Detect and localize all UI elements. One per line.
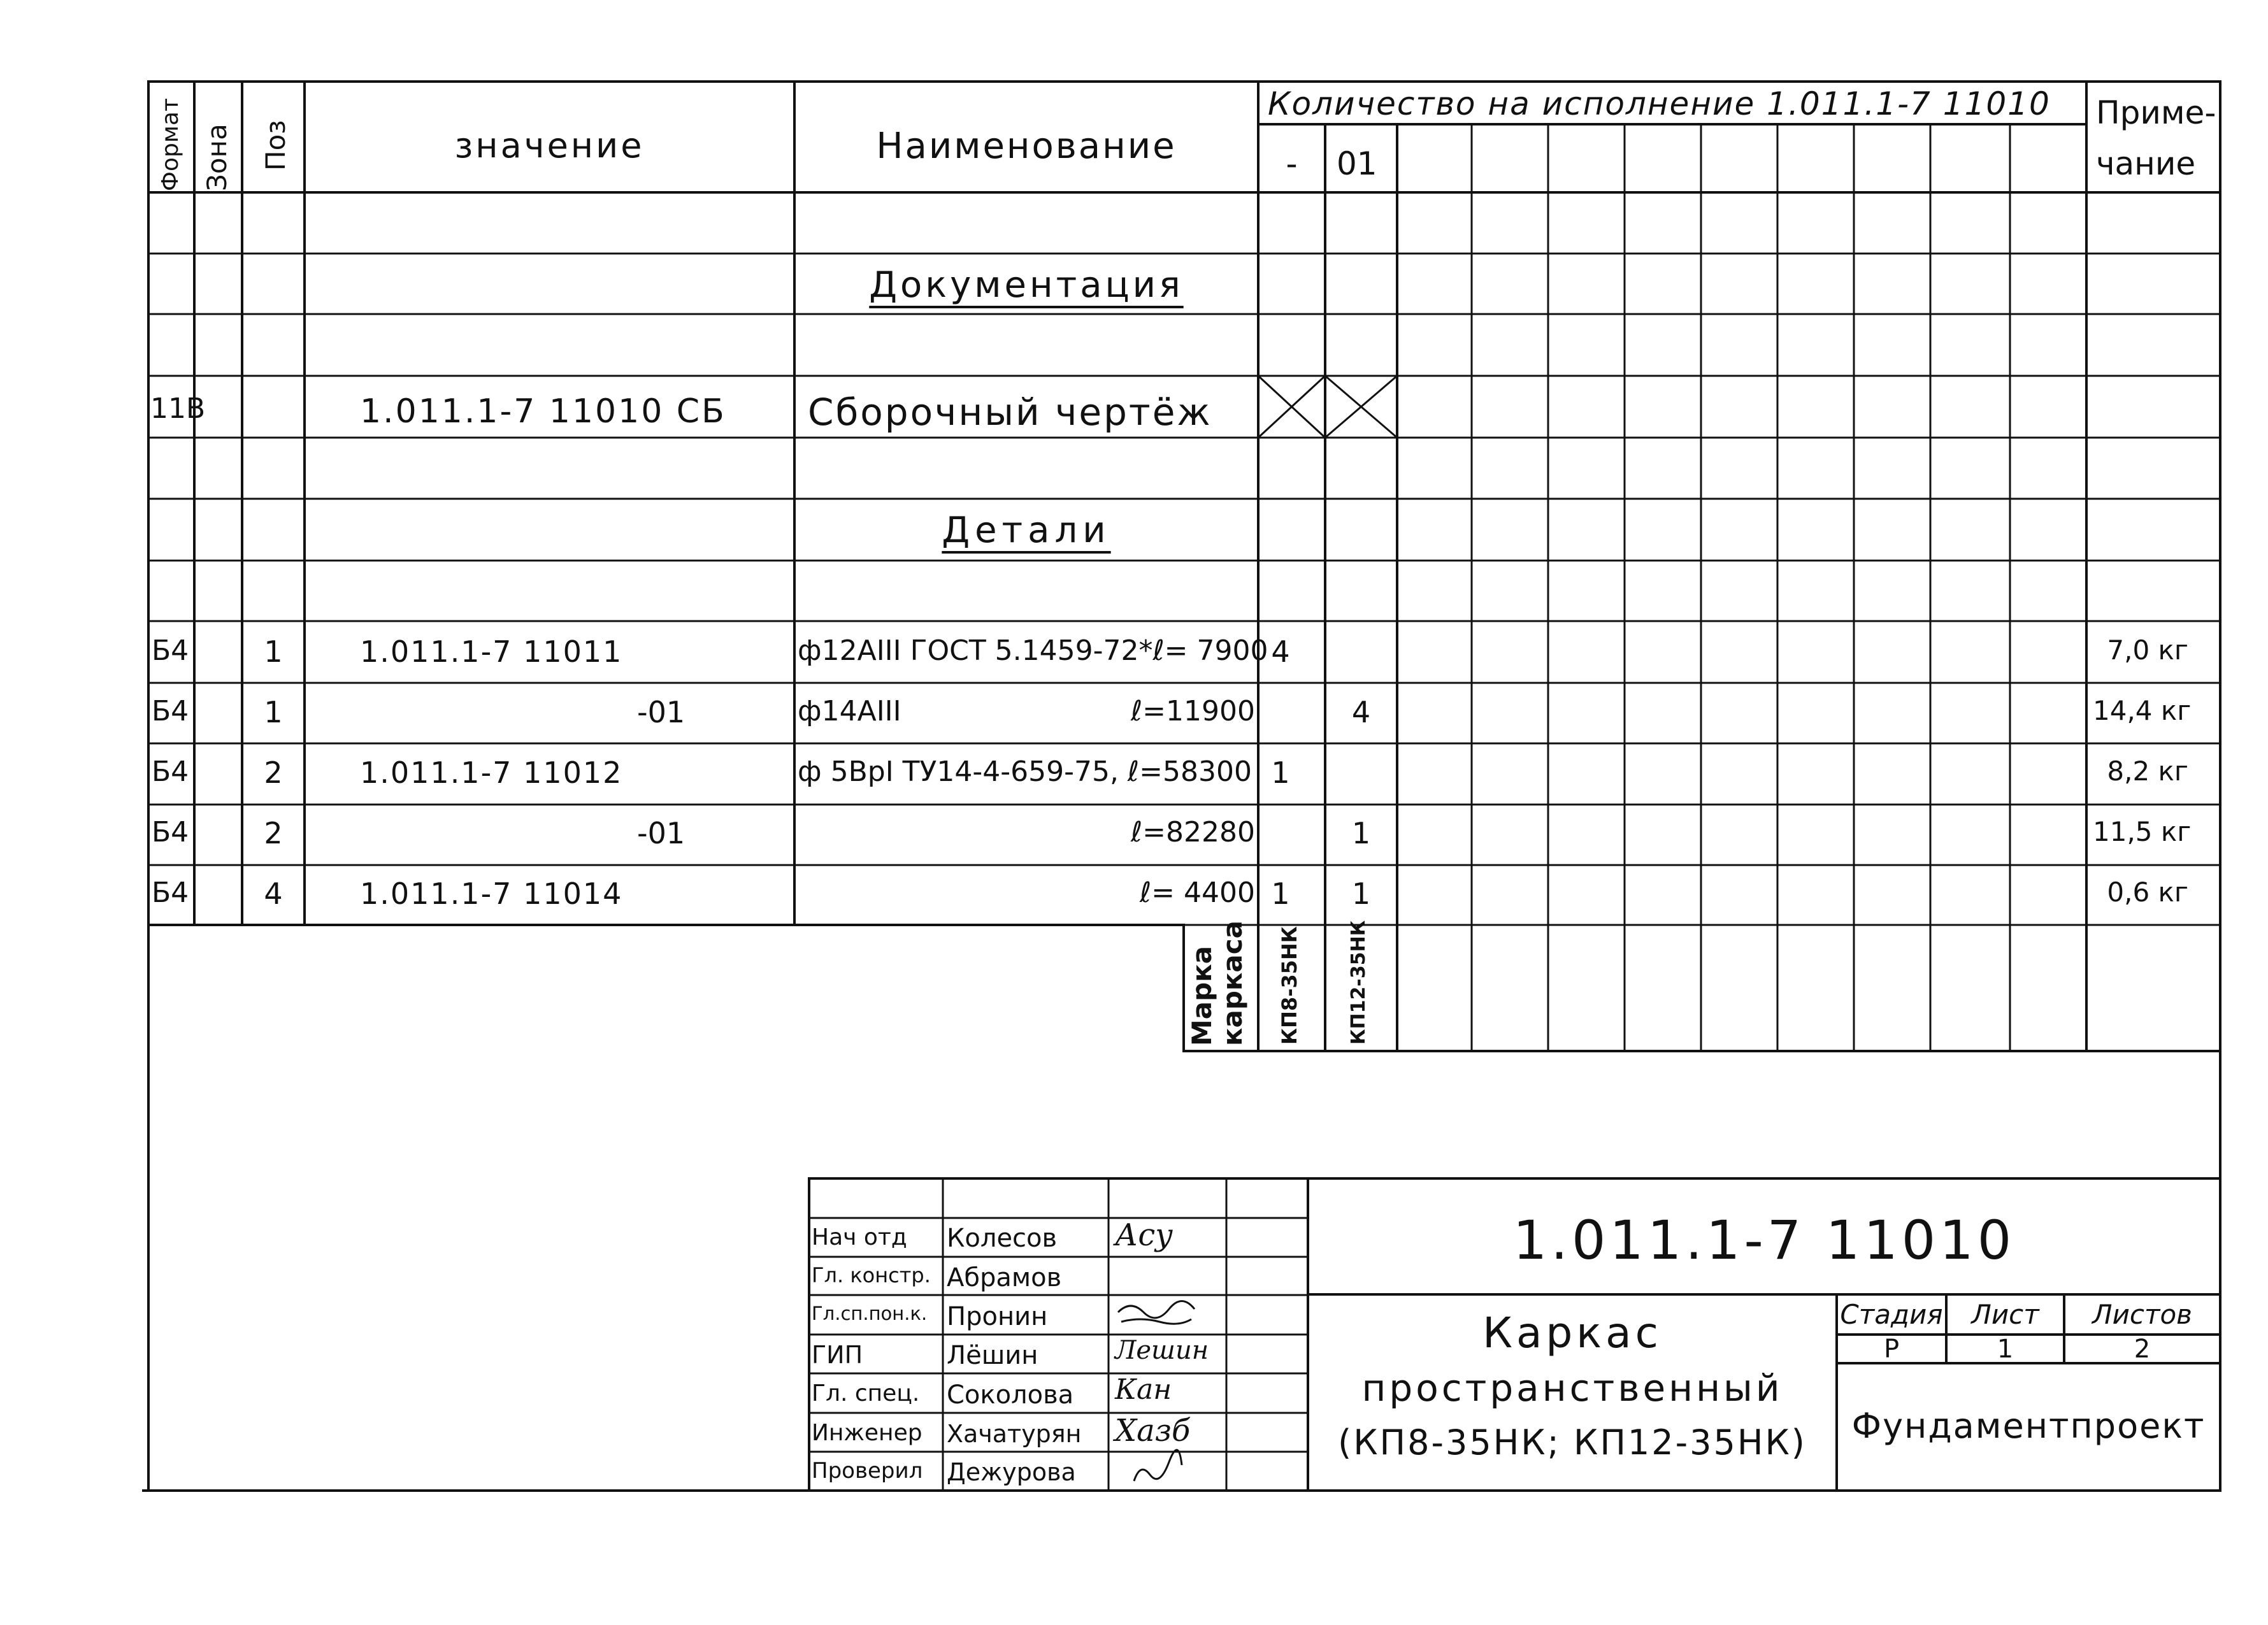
row-format: Б4 bbox=[152, 755, 189, 788]
row-format: Б4 bbox=[152, 816, 189, 848]
row-note: 0,6 кг bbox=[2107, 877, 2188, 908]
row-qty-b: 4 bbox=[1351, 695, 1371, 729]
mark-label-line2: каркаса bbox=[1217, 920, 1248, 1046]
signature: Лешин bbox=[1115, 1336, 1209, 1365]
row-note: 14,4 кг bbox=[2093, 695, 2192, 726]
person-name: Хачатурян bbox=[947, 1420, 1082, 1448]
sheets-value: 2 bbox=[2134, 1335, 2151, 1364]
row-designation: 1.011.1-7 11012 bbox=[360, 755, 623, 790]
row-qty-a: 4 bbox=[1271, 634, 1290, 669]
title-line3: (КП8-35НК; КП12-35НК) bbox=[1338, 1422, 1807, 1463]
sheets-label: Листов bbox=[2092, 1299, 2192, 1330]
row-pos: 2 bbox=[264, 755, 283, 790]
role-label: Проверил bbox=[812, 1458, 923, 1484]
row-qty-a: 1 bbox=[1271, 755, 1290, 790]
row-note: 8,2 кг bbox=[2107, 755, 2188, 787]
stage-value: Р bbox=[1883, 1335, 1900, 1364]
header-variant-a: - bbox=[1286, 145, 1298, 182]
row-designation: 1.011.1-7 11014 bbox=[360, 877, 623, 911]
header-format: Формат bbox=[157, 97, 183, 191]
row-pos: 1 bbox=[264, 695, 283, 729]
role-label: Инженер bbox=[812, 1420, 922, 1446]
header-designation: значение bbox=[454, 125, 645, 166]
row-format: Б4 bbox=[152, 877, 189, 909]
mark-a: КП8-35НК bbox=[1277, 926, 1302, 1045]
row-pos: 4 bbox=[264, 877, 283, 911]
row-name: ф 5ВрI ТУ14-4-659-75, ℓ=58300 bbox=[798, 755, 1252, 788]
row-name: ф14АIII bbox=[798, 695, 901, 727]
mark-b: КП12-35НК bbox=[1347, 920, 1370, 1045]
header-pos: Поз bbox=[260, 120, 291, 171]
row-designation: 1.011.1-7 11011 bbox=[360, 634, 623, 669]
row-variant: -01 bbox=[637, 816, 685, 850]
signature: Хазб bbox=[1115, 1413, 1191, 1449]
row-note: 11,5 кг bbox=[2093, 816, 2192, 847]
header-note-line1: Приме- bbox=[2096, 94, 2216, 131]
mark-label-line1: Марка bbox=[1186, 945, 1217, 1046]
row-length: ℓ= 4400 bbox=[1139, 877, 1255, 909]
document-code: 1.011.1-7 11010 bbox=[1512, 1209, 2016, 1271]
row-qty-b: 1 bbox=[1351, 816, 1371, 850]
role-label: Нач отд bbox=[812, 1224, 907, 1250]
role-label: Гл. спец. bbox=[812, 1380, 920, 1407]
sheet-value: 1 bbox=[1997, 1335, 2014, 1364]
title-line2: пространственный bbox=[1361, 1366, 1783, 1410]
row-name: ф12АIII ГОСТ 5.1459-72*ℓ= 7900 bbox=[798, 634, 1268, 667]
doc-row-format: 11В bbox=[150, 392, 206, 425]
section-details: Детали bbox=[942, 510, 1111, 551]
row-format: Б4 bbox=[152, 634, 189, 667]
doc-row-name: Сборочный чертёж bbox=[808, 390, 1212, 434]
row-length: ℓ=82280 bbox=[1130, 816, 1255, 848]
person-name: Абрамов bbox=[947, 1263, 1062, 1292]
title-line1: Каркас bbox=[1482, 1308, 1662, 1357]
header-variant-b: 01 bbox=[1337, 145, 1377, 182]
row-variant: -01 bbox=[637, 695, 685, 729]
signature: Кан bbox=[1115, 1373, 1172, 1406]
role-label: ГИП bbox=[812, 1341, 863, 1369]
row-qty-a: 1 bbox=[1271, 877, 1290, 911]
person-name: Лёшин bbox=[947, 1341, 1038, 1370]
sheet-label: Лист bbox=[1971, 1299, 2039, 1330]
row-format: Б4 bbox=[152, 695, 189, 727]
organization: Фундаментпроект bbox=[1851, 1406, 2206, 1446]
person-name: Дежурова bbox=[947, 1458, 1076, 1486]
person-name: Колесов bbox=[947, 1224, 1058, 1253]
header-note-line2: чание bbox=[2096, 145, 2196, 182]
row-pos: 1 bbox=[264, 634, 283, 669]
section-documentation: Документация bbox=[869, 264, 1184, 306]
stage-label: Стадия bbox=[1840, 1299, 1943, 1330]
row-pos: 2 bbox=[264, 816, 283, 850]
role-label: Гл. констр. bbox=[812, 1263, 931, 1287]
row-note: 7,0 кг bbox=[2107, 634, 2188, 666]
person-name: Соколова bbox=[947, 1380, 1074, 1410]
header-name: Наименование bbox=[876, 125, 1177, 167]
header-quantity-title: Количество на исполнение 1.011.1-7 11010 bbox=[1268, 85, 2051, 122]
header-zone: Зона bbox=[201, 124, 233, 191]
row-qty-b: 1 bbox=[1351, 877, 1371, 911]
row-length: ℓ=11900 bbox=[1130, 695, 1255, 727]
role-label: Гл.сп.пон.к. bbox=[812, 1303, 928, 1324]
person-name: Пронин bbox=[947, 1302, 1048, 1331]
doc-row-designation: 1.011.1-7 11010 СБ bbox=[360, 392, 726, 431]
signature: Асу bbox=[1115, 1217, 1173, 1253]
